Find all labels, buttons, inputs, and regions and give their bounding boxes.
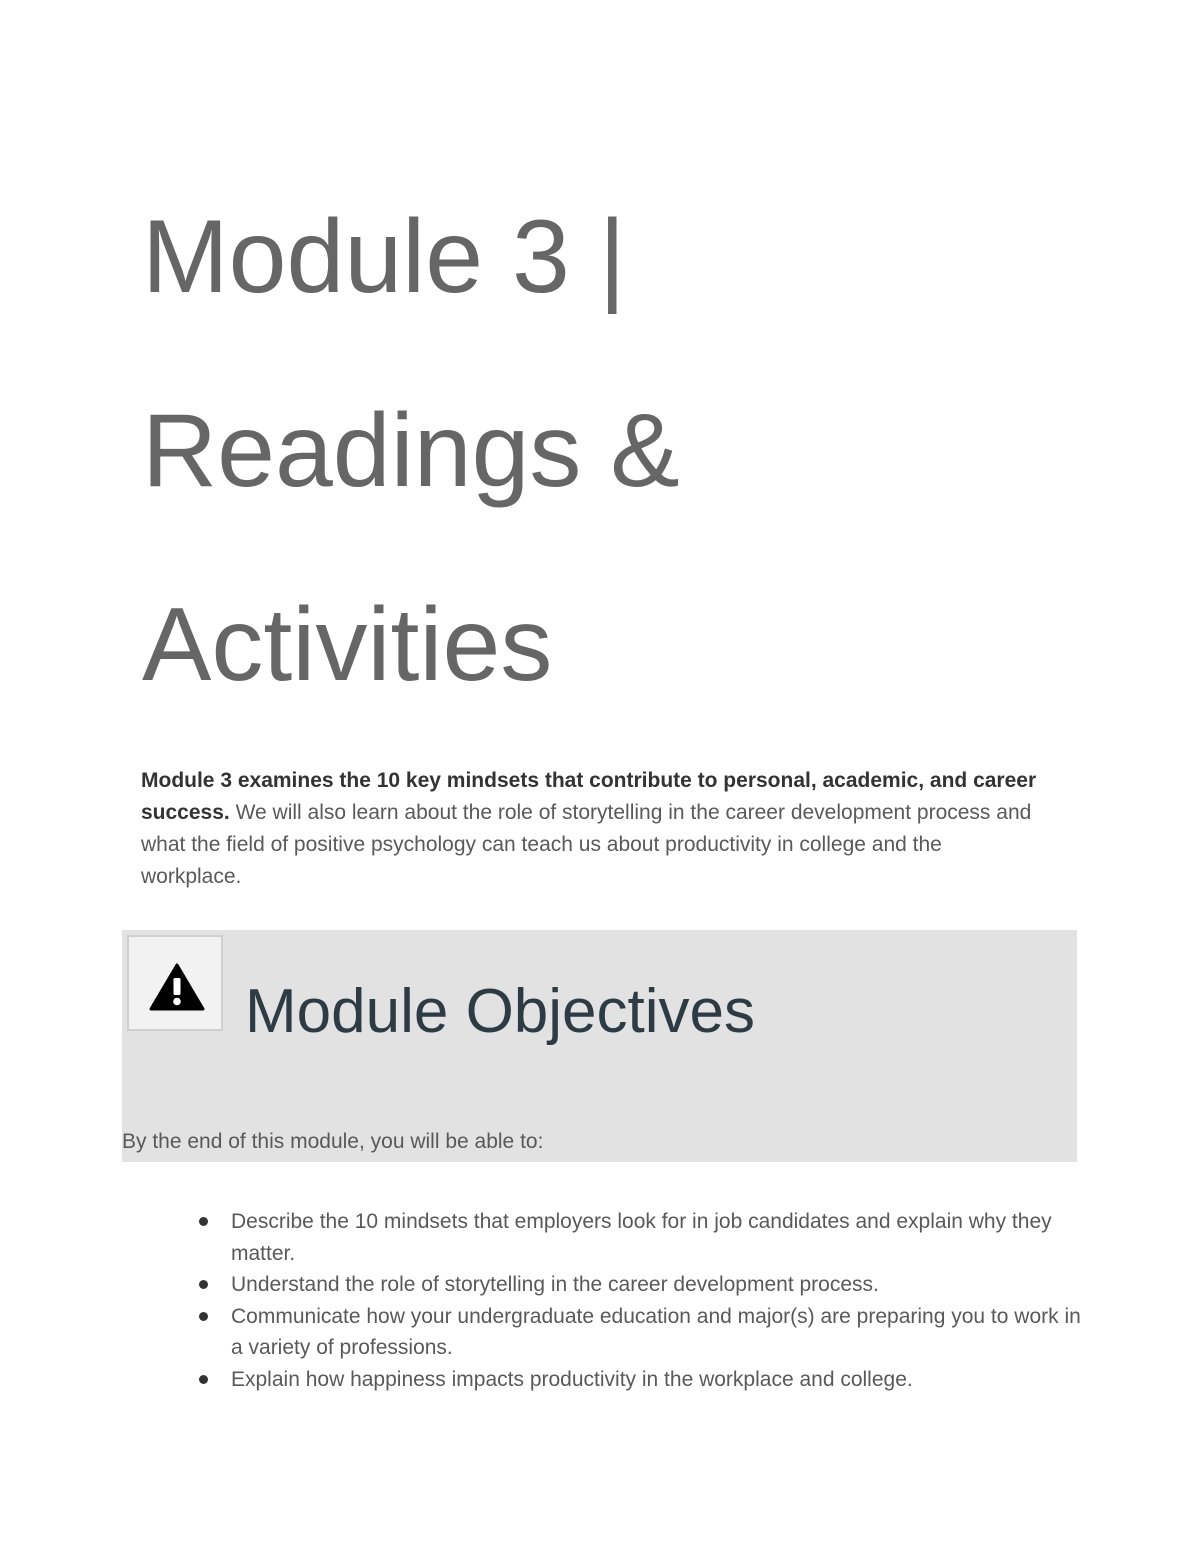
bullet-icon xyxy=(199,1217,208,1226)
warning-icon xyxy=(149,963,205,1011)
intro-lead: Module 3 examines the 10 key mindsets that contribute to personal, academic, and career success. xyxy=(141,769,1037,824)
intro-body: We will also learn about the role of storytelling in the career development process and what the field of positive psychology can teach us about productivity in college and the workplace. xyxy=(141,801,1032,888)
list-item-text: Explain how happiness impacts productivity in the workplace and college. xyxy=(231,1367,913,1391)
list-item xyxy=(231,1206,1081,1269)
warning-icon-box xyxy=(127,935,223,1031)
list-item-text: Understand the role of storytelling in the career development process. xyxy=(231,1273,879,1296)
list-item-text: Describe the 10 mindsets that employers look for in job candidates and explain why they matter. xyxy=(231,1210,1052,1265)
objectives-intro: By the end of this module, you will be able to: xyxy=(122,1130,544,1153)
objectives-list xyxy=(231,1206,1081,1395)
intro-paragraph xyxy=(141,765,1041,893)
objectives-heading: Module Objectives xyxy=(245,977,756,1046)
list-item-text: Communicate how your undergraduate education and major(s) are preparing you to work in a variety of professions. xyxy=(231,1304,1081,1359)
objectives-panel xyxy=(122,930,1077,1162)
list-item xyxy=(231,1364,1081,1396)
bullet-icon xyxy=(199,1312,208,1321)
list-item xyxy=(231,1269,1081,1301)
bullet-icon xyxy=(199,1280,208,1289)
bullet-icon xyxy=(199,1375,208,1384)
page-title: Module 3 | Readings & Activities xyxy=(142,199,680,703)
list-item xyxy=(231,1301,1081,1364)
